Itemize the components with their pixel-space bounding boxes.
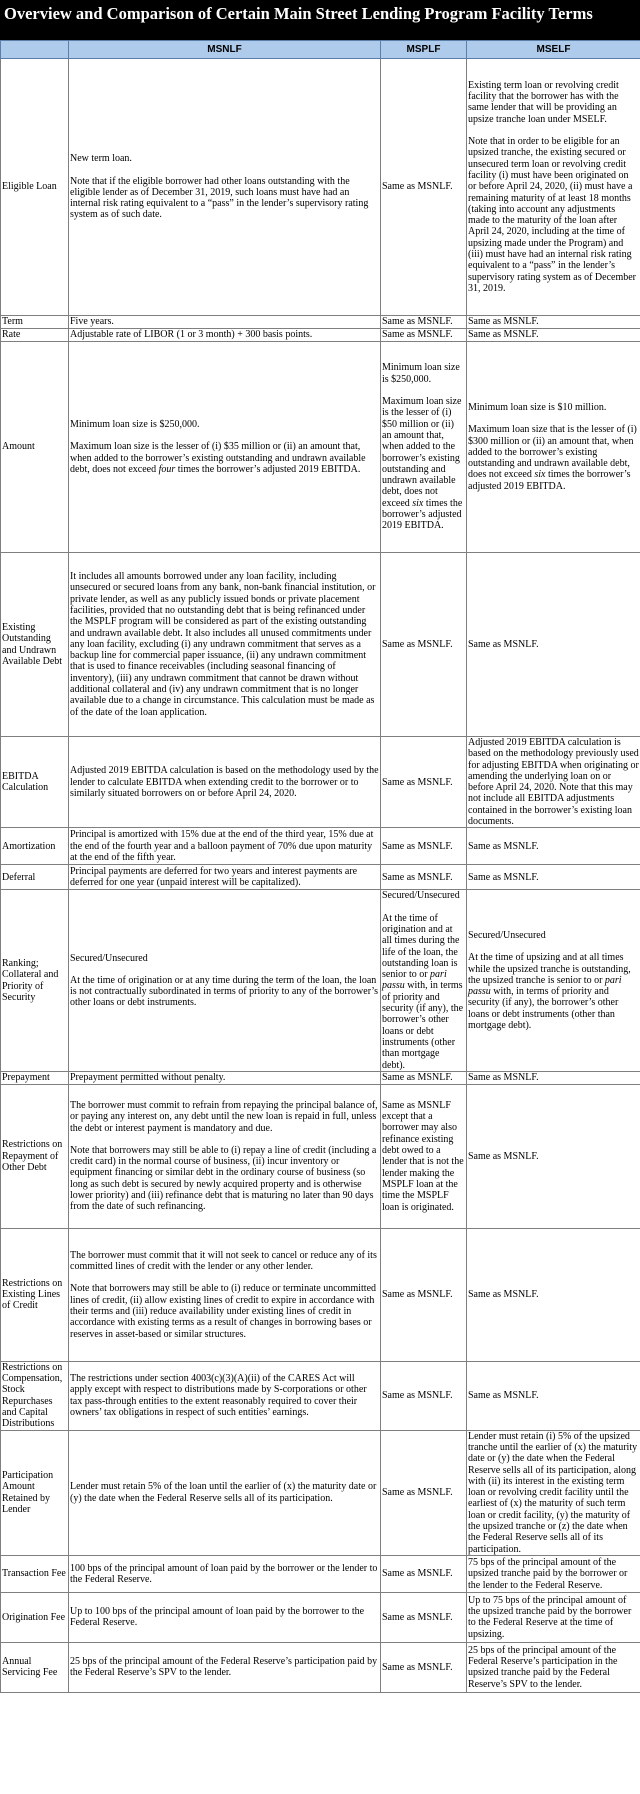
cell-msnlf xyxy=(69,1084,381,1228)
cell-msplf xyxy=(381,1071,467,1084)
cell-paragraph: Same as MSNLF. xyxy=(382,1072,453,1084)
cell-msnlf xyxy=(69,316,381,329)
cell-msplf xyxy=(381,1430,467,1555)
cell-mself xyxy=(467,1592,640,1642)
cell-paragraph: Note that if the eligible borrower had other loans outstanding with the eligible lender as of December 31, 2019, such loans must have had an internal risk rating equivalent to a “pass” in the lender’s supervisory rating system as of such date. xyxy=(70,175,369,221)
cell-mself xyxy=(467,865,640,890)
cell-msnlf xyxy=(69,59,381,316)
cell-mself xyxy=(467,890,640,1071)
cell-msnlf xyxy=(69,342,381,553)
table-row xyxy=(1,890,640,1071)
cell-mself xyxy=(467,1228,640,1361)
cell-paragraph: Five years. xyxy=(70,316,114,328)
cell-paragraph: Maximum loan size is the lesser of (i) $50 million or (ii) an amount that, when added to the borrower’s existing outstanding and undrawn available debt, does not exceed six times the borrower’s adjusted 2019 EBITDA. xyxy=(382,396,463,532)
cell-paragraph: Adjusted 2019 EBITDA calculation is based on the methodology used by the lender to calculate EBITDA when extending credit to the borrower or to similarly situated borrowers on or before April 24, 2020. xyxy=(70,765,379,799)
cell-msnlf xyxy=(69,1071,381,1084)
cell-paragraph: The borrower must commit that it will not seek to cancel or reduce any of its committed lines of credit with the lender or any other lender. xyxy=(70,1249,377,1273)
cell-paragraph: The borrower must commit to refrain from repaying the principal balance of, or paying any interest on, any debt until the new loan is repaid in full, unless the debt or interest payment is mandatory and due. xyxy=(70,1099,378,1134)
table-row xyxy=(1,1084,640,1228)
cell-msplf xyxy=(381,1592,467,1642)
cell-paragraph: Same as MSNLF. xyxy=(382,1568,453,1580)
cell-paragraph: Same as MSNLF. xyxy=(382,181,453,193)
cell-paragraph: Same as MSNLF. xyxy=(468,1072,539,1084)
cell-paragraph: Note that in order to be eligible for an upsized tranche, the existing secured or unsecured term loan or revolving credit facility (i) must have been originated on or before April 24, 2020, (ii) must have a remaining maturity of at least 18 months (taking into account any adjustments made to the maturity of the loan after April 24, 2020, including at the time of upsizing made under the Program) and (iii) must have had an internal risk rating equivalent to a “pass” in the lender’s supervisory rating system as of December 31, 2019. xyxy=(468,136,637,294)
cell-paragraph: Minimum loan size is $10 million. xyxy=(468,401,607,413)
cell-paragraph: Adjustable rate of LIBOR (1 or 3 month) + 300 basis points. xyxy=(70,329,313,341)
cell-paragraph: Same as MSNLF. xyxy=(468,1289,539,1301)
table-body xyxy=(1,59,640,1693)
cell-msplf xyxy=(381,1361,467,1430)
table-row xyxy=(1,1430,640,1555)
row-label: Amortization xyxy=(1,828,69,865)
cell-paragraph: Same as MSNLF except that a borrower may also refinance existing debt owed to a lender that is not the lender making the MSPLF loan at the time the MSPLF loan is originated. xyxy=(382,1099,464,1213)
row-label: Restrictions on Repayment of Other Debt xyxy=(1,1084,69,1228)
cell-msplf xyxy=(381,59,467,316)
cell-msnlf xyxy=(69,553,381,737)
table-row xyxy=(1,342,640,553)
column-header-msnlf: MSNLF xyxy=(69,41,381,59)
cell-paragraph: At the time of origination and at all times during the life of the loan, the outstanding loan is senior to or pari passu with, in terms of priority and security (if any), the borrower’s other loans or debt instruments (other than mortgage debt). xyxy=(382,912,464,1071)
table-row xyxy=(1,1071,640,1084)
cell-paragraph: Existing term loan or revolving credit facility that the borrower has with the same lender that will be providing an upsize tranche loan under MSELF. xyxy=(468,79,619,125)
cell-mself xyxy=(467,1430,640,1555)
cell-mself xyxy=(467,1361,640,1430)
cell-paragraph: Same as MSNLF. xyxy=(382,1289,453,1301)
cell-mself xyxy=(467,329,640,342)
column-header-msplf: MSPLF xyxy=(381,41,467,59)
table-row xyxy=(1,737,640,828)
cell-paragraph: Lender must retain (i) 5% of the upsized tranche until the earlier of (x) the maturity date or (y) the date when the Federal Reserve sells all of its participation, along with (ii) its interest in the existing term loan or revolving credit facility until the earliest of (x) the maturity of such term loan or credit facility, (y) the maturity of the upsized tranche or (z) the date when the Federal Reserve sells all of its participation. xyxy=(468,1430,638,1555)
cell-msnlf xyxy=(69,1592,381,1642)
row-label: Origination Fee xyxy=(1,1592,69,1642)
column-header-mself: MSELF xyxy=(467,41,640,59)
cell-paragraph: 75 bps of the principal amount of the upsized tranche paid by the borrower or the lender to the Federal Reserve. xyxy=(468,1556,628,1591)
table-row xyxy=(1,1642,640,1692)
cell-msplf xyxy=(381,1084,467,1228)
cell-paragraph: Lender must retain 5% of the loan until the earlier of (x) the maturity date or (y) the date when the Federal Reserve sells all of its participation. xyxy=(70,1481,377,1504)
cell-msplf xyxy=(381,828,467,865)
cell-msnlf xyxy=(69,828,381,865)
cell-msnlf xyxy=(69,865,381,890)
page-title: Overview and Comparison of Certain Main Street Lending Program Facility Terms xyxy=(0,0,640,40)
cell-paragraph: Prepayment permitted without penalty. xyxy=(70,1072,226,1084)
cell-paragraph: Same as MSNLF. xyxy=(382,1390,453,1402)
cell-paragraph: Same as MSNLF. xyxy=(468,1150,539,1162)
cell-paragraph: Same as MSNLF. xyxy=(468,316,539,328)
cell-msplf xyxy=(381,329,467,342)
cell-mself xyxy=(467,59,640,316)
cell-paragraph: Same as MSNLF. xyxy=(468,329,539,341)
row-label: Existing Outstanding and Undrawn Available Debt xyxy=(1,553,69,737)
cell-paragraph: The restrictions under section 4003(c)(3)(A)(ii) of the CARES Act will apply except with respect to distributions made by S-corporations or other tax pass-through entities to the extent reasonably required to cover their owners’ tax obligations in respect of such entities’ earnings. xyxy=(70,1373,367,1419)
cell-msplf xyxy=(381,316,467,329)
cell-msplf xyxy=(381,342,467,553)
cell-paragraph: Adjusted 2019 EBITDA calculation is based on the methodology previously used for adjusting EBITDA when originating or amending the underlying loan on or before April 24, 2020. Note that this may not include all EBITDA adjustments contained in the borrower’s existing loan documents. xyxy=(468,737,639,828)
table-row xyxy=(1,1555,640,1592)
cell-paragraph: At the time of origination or at any time during the term of the loan, the loan is not contractually subordinated in terms of priority to any of the borrower’s other loans or debt instruments. xyxy=(70,974,379,1009)
table-row xyxy=(1,828,640,865)
table-row xyxy=(1,1592,640,1642)
cell-msnlf xyxy=(69,329,381,342)
table-row xyxy=(1,865,640,890)
cell-paragraph: Note that borrowers may still be able to (i) reduce or terminate uncommitted lines of credit, (ii) allow existing lines of credit to expire in accordance with their terms and (iii) reduce availability under existing lines of credit in accordance with existing terms as a result of changes in borrowing bases or reserves in asset-based or similar structures. xyxy=(70,1283,377,1340)
cell-mself xyxy=(467,1642,640,1692)
cell-msplf xyxy=(381,1642,467,1692)
row-label: Annual Servicing Fee xyxy=(1,1642,69,1692)
cell-paragraph: Up to 100 bps of the principal amount of loan paid by the borrower to the Federal Reserve. xyxy=(70,1606,365,1629)
table-row xyxy=(1,1361,640,1430)
table-row xyxy=(1,316,640,329)
cell-paragraph: Maximum loan size is the lesser of (i) $35 million or (ii) an amount that, when added to the borrower’s existing outstanding and undrawn available debt, does not exceed four times the borrower’s adjusted 2019 EBITDA. xyxy=(70,441,366,475)
cell-paragraph: Same as MSNLF. xyxy=(382,840,453,852)
cell-paragraph: Up to 75 bps of the principal amount of the upsized tranche paid by the borrower to the Federal Reserve at the time of upsizing. xyxy=(468,1594,632,1640)
row-label: Term xyxy=(1,316,69,329)
cell-paragraph: 100 bps of the principal amount of loan paid by the borrower or the lender to the Federal Reserve. xyxy=(70,1562,378,1585)
cell-paragraph: Same as MSNLF. xyxy=(468,871,539,883)
cell-paragraph: Maximum loan size that is the lesser of (i) $300 million or (ii) an amount that, when added to the borrower’s existing outstanding and undrawn available debt, does not exceed six times the borrower’s adjusted 2019 EBITDA. xyxy=(468,424,637,492)
row-label: Participation Amount Retained by Lender xyxy=(1,1430,69,1555)
row-label: Restrictions on Existing Lines of Credit xyxy=(1,1228,69,1361)
cell-paragraph: Minimum loan size is $250,000. xyxy=(382,362,460,385)
cell-mself xyxy=(467,1071,640,1084)
cell-paragraph: 25 bps of the principal amount of the Federal Reserve’s participation paid by the Federal Reserve’s SPV to the lender. xyxy=(70,1656,378,1679)
cell-paragraph: Minimum loan size is $250,000. xyxy=(70,418,200,430)
cell-msplf xyxy=(381,890,467,1071)
cell-mself xyxy=(467,342,640,553)
cell-paragraph: Same as MSNLF. xyxy=(468,1390,539,1402)
cell-paragraph: Same as MSNLF. xyxy=(382,776,453,788)
cell-msplf xyxy=(381,737,467,828)
cell-msnlf xyxy=(69,890,381,1071)
cell-paragraph: Same as MSNLF. xyxy=(382,871,453,883)
cell-paragraph: Same as MSNLF. xyxy=(468,638,539,650)
row-label: Transaction Fee xyxy=(1,1555,69,1592)
row-label: EBITDA Calculation xyxy=(1,737,69,828)
cell-msnlf xyxy=(69,1361,381,1430)
table-row xyxy=(1,329,640,342)
cell-paragraph: Principal is amortized with 15% due at the end of the third year, 15% due at the end of the fourth year and a balloon payment of 70% due upon maturity at the end of the fifth year. xyxy=(70,829,374,864)
column-header-term xyxy=(1,41,69,59)
row-label: Rate xyxy=(1,329,69,342)
cell-paragraph: Same as MSNLF. xyxy=(382,316,453,328)
cell-msnlf xyxy=(69,1430,381,1555)
row-label: Amount xyxy=(1,342,69,553)
cell-paragraph: Principal payments are deferred for two years and interest payments are deferred for one year (unpaid interest will be capitalized). xyxy=(70,866,358,889)
cell-msnlf xyxy=(69,1228,381,1361)
cell-msnlf xyxy=(69,1642,381,1692)
cell-paragraph: Secured/Unsecured xyxy=(468,929,546,941)
cell-mself xyxy=(467,1084,640,1228)
cell-paragraph: 25 bps of the principal amount of the Federal Reserve’s participation in the upsized tranche paid by the Federal Reserve’s SPV to the lender. xyxy=(468,1644,618,1690)
cell-mself xyxy=(467,1555,640,1592)
row-label: Ranking; Collateral and Priority of Security xyxy=(1,890,69,1071)
cell-paragraph: Same as MSNLF. xyxy=(382,1661,453,1673)
table-row xyxy=(1,1228,640,1361)
cell-mself xyxy=(467,828,640,865)
row-label: Prepayment xyxy=(1,1071,69,1084)
cell-mself xyxy=(467,737,640,828)
cell-msplf xyxy=(381,865,467,890)
cell-paragraph: Same as MSNLF. xyxy=(382,329,453,341)
cell-msplf xyxy=(381,553,467,737)
cell-paragraph: New term loan. xyxy=(70,153,132,165)
header-row xyxy=(1,41,640,59)
cell-paragraph: Secured/Unsecured xyxy=(70,952,148,964)
cell-msplf xyxy=(381,1228,467,1361)
table-row xyxy=(1,59,640,316)
cell-msnlf xyxy=(69,1555,381,1592)
row-label: Eligible Loan xyxy=(1,59,69,316)
comparison-table xyxy=(0,40,640,1693)
row-label: Deferral xyxy=(1,865,69,890)
cell-msplf xyxy=(381,1555,467,1592)
cell-mself xyxy=(467,553,640,737)
row-label: Restrictions on Compensation, Stock Repurchases and Capital Distributions xyxy=(1,1361,69,1430)
cell-paragraph: Same as MSNLF. xyxy=(468,840,539,852)
cell-paragraph: At the time of upsizing and at all times while the upsized tranche is outstanding, the upsized tranche is senior to or pari passu with, in terms of priority and security (if any), the borrower’s other loans or debt instruments (other than mortgage debt). xyxy=(468,952,631,1031)
cell-paragraph: Note that borrowers may still be able to (i) repay a line of credit (including a credit card) in the normal course of business, (ii) incur inventory or equipment financing or similar debt in the ordinary course of business (so long as such debt is secured by newly acquired property and is otherwise lower priority) and (iii) refinance debt that is maturing no later than 90 days from the date of such refinancing. xyxy=(70,1144,377,1213)
cell-paragraph: It includes all amounts borrowed under any loan facility, including unsecured or secured loans from any bank, non-bank financial institution, or private lender, as well as any publicly issued bonds or private placement facilities, provided that no outstanding debt that is being refinanced under the MSPLF program will be considered as part of the existing outstanding and undrawn available debt. It also includes all unused commitments under any loan facility, excluding (i) any undrawn commitment that serves as a backup line for commercial paper issuance, (ii) any undrawn commitment that is used to finance receivables (including seasonal financing of inventory), (iii) any undrawn commitment that cannot be drawn without additional collateral and (iv) any undrawn commitment that is no longer available due to a change in circumstance. This calculation must be made as of the date of the loan application. xyxy=(70,571,376,718)
cell-paragraph: Same as MSNLF. xyxy=(382,1611,453,1623)
cell-paragraph: Secured/Unsecured xyxy=(382,890,460,902)
cell-paragraph: Same as MSNLF. xyxy=(382,1487,453,1499)
cell-mself xyxy=(467,316,640,329)
cell-msnlf xyxy=(69,737,381,828)
table-row xyxy=(1,553,640,737)
cell-paragraph: Same as MSNLF. xyxy=(382,638,453,650)
